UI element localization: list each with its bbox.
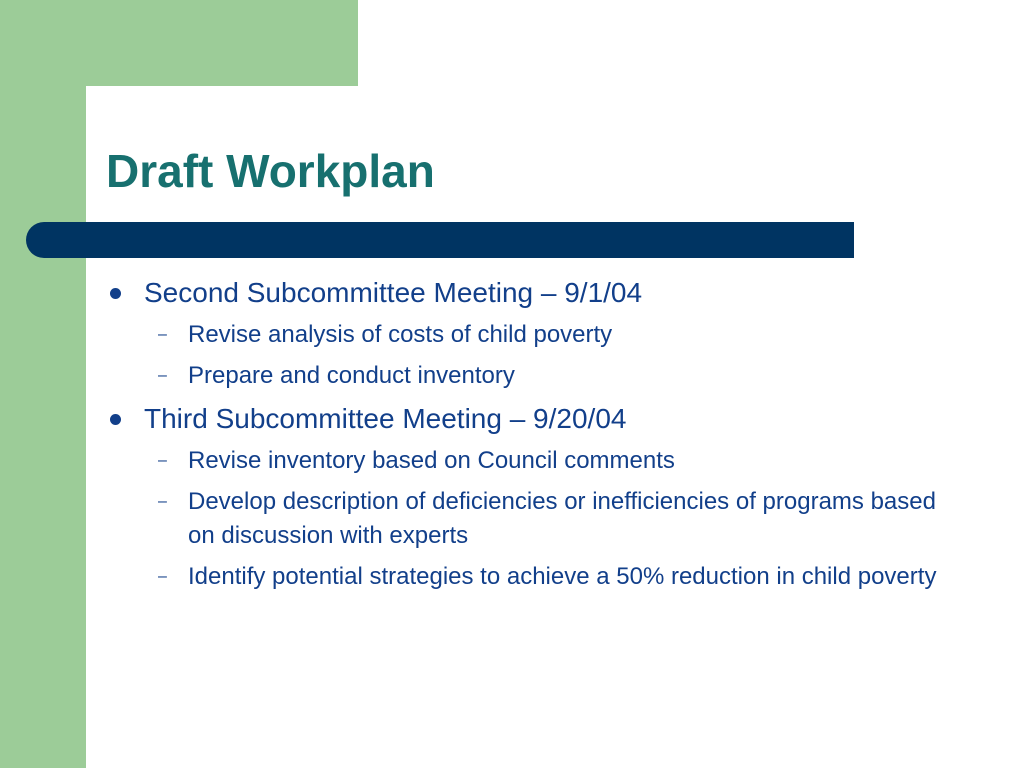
dash-icon: –	[158, 326, 167, 343]
bullet-text: Second Subcommittee Meeting – 9/1/04	[144, 277, 643, 308]
sub-bullet-text: Revise analysis of costs of child poverty	[188, 321, 613, 348]
bullet-text: Third Subcommittee Meeting – 9/20/04	[144, 403, 627, 434]
bullet-item-third-meeting	[106, 400, 966, 438]
dash-icon: –	[158, 493, 167, 510]
sub-bullet-text: Prepare and conduct inventory	[188, 362, 515, 389]
sub-bullet-list	[106, 318, 966, 393]
sub-bullet-list	[106, 444, 966, 594]
title-underline-bar	[26, 222, 854, 258]
sub-bullet-text: Identify potential strategies to achieve a 50% reduction in child poverty	[188, 563, 937, 590]
bullet-list	[106, 274, 966, 601]
sub-bullet-text: Develop description of deficiencies or inefficiencies of programs based on discussion with experts	[188, 488, 936, 549]
sub-bullet-item	[106, 318, 966, 352]
dash-icon: –	[158, 568, 167, 585]
green-sidebar-decoration	[0, 0, 86, 768]
sub-bullet-text: Revise inventory based on Council comments	[188, 447, 675, 474]
sub-bullet-item	[106, 444, 966, 478]
green-top-decoration	[0, 0, 358, 86]
bullet-dot-icon	[110, 414, 121, 425]
bullet-dot-icon	[110, 288, 121, 299]
sub-bullet-item	[106, 560, 966, 594]
dash-icon: –	[158, 452, 167, 469]
bullet-item-second-meeting	[106, 274, 966, 312]
sub-bullet-item	[106, 485, 966, 553]
dash-icon: –	[158, 367, 167, 384]
sub-bullet-item	[106, 359, 966, 393]
slide-title: Draft Workplan	[106, 145, 435, 197]
